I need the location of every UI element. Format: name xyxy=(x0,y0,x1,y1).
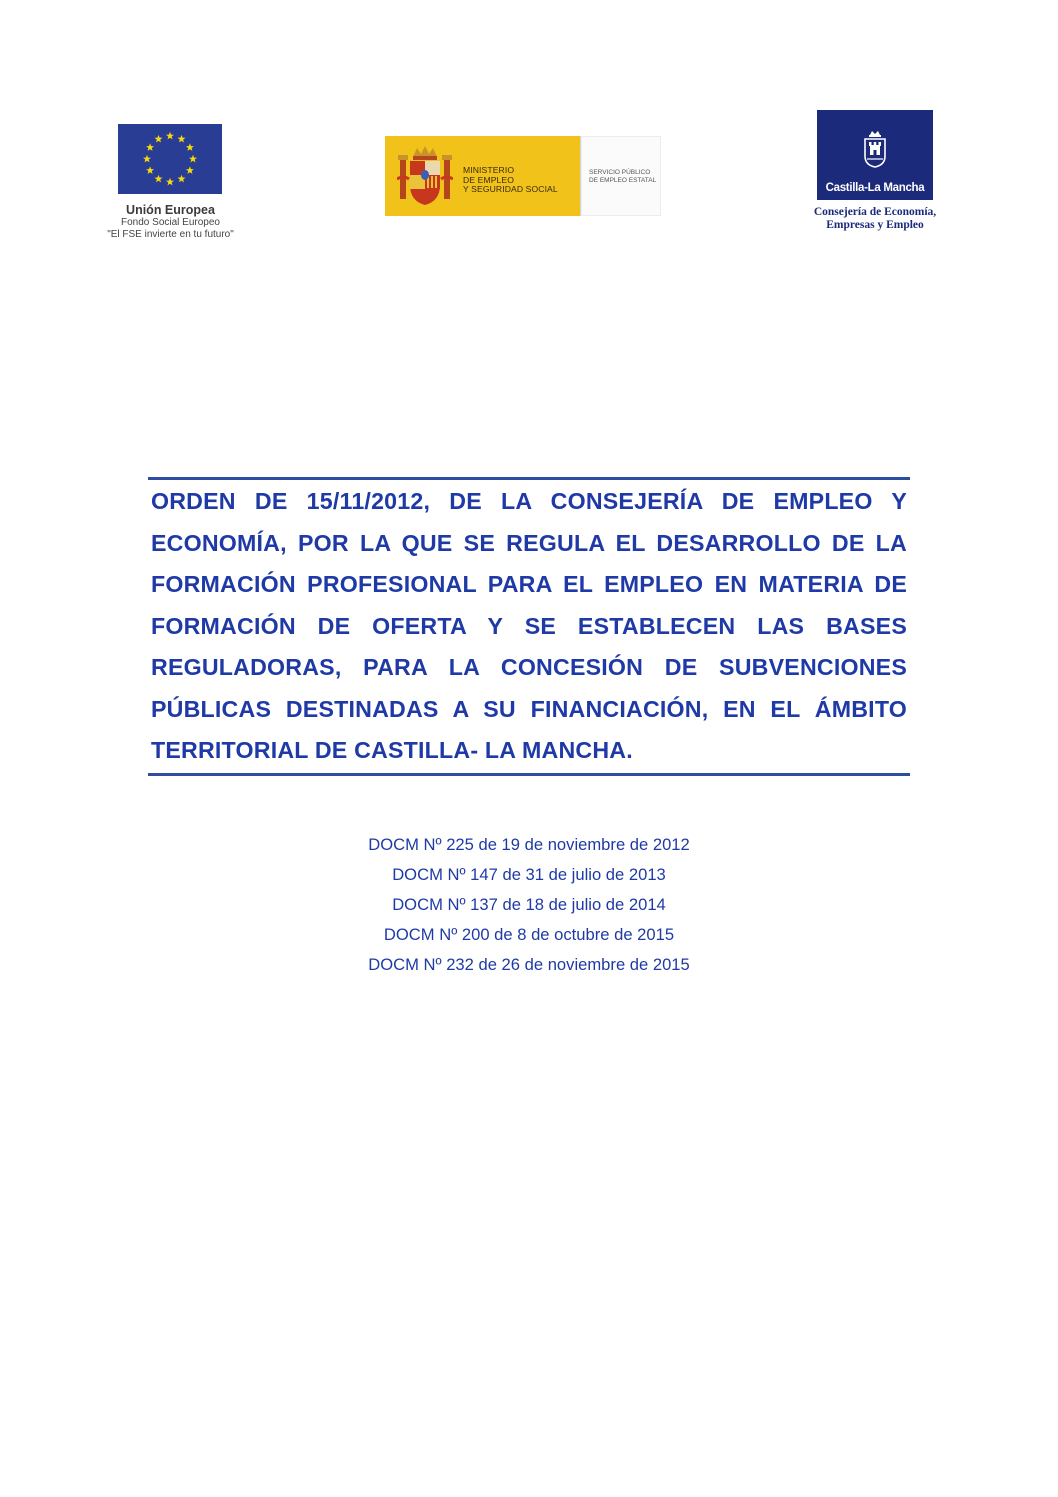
clm-emblem-box xyxy=(817,110,933,200)
eu-star-icon xyxy=(189,155,197,163)
eu-name: Unión Europea xyxy=(126,203,215,217)
employment-service-name xyxy=(589,169,656,184)
reference-line: DOCM Nº 225 de 19 de noviembre de 2012 xyxy=(368,835,690,854)
service-name-line1: SERVICIO PÚBLICO xyxy=(589,169,651,176)
eu-fund: Fondo Social Europeo xyxy=(121,217,220,228)
ministry-name-line1: MINISTERIO xyxy=(463,165,515,175)
document-title: ORDEN DE 15/11/2012, DE LA CONSEJERÍA DE EMPLEO Y ECONOMÍA, POR LA QUE SE REGULA EL DESARROLLO DE LA FORMACIÓN PROFESIONAL PARA EL EMPLEO EN MATERIA DE FORMACIÓN DE OFERTA Y SE ESTABLECEN LAS BASES REGULADORAS, PARA LA CONCESIÓN DE SUBVENCIONES PÚBLICAS DESTINADAS A SU FINANCIACIÓN, EN EL ÁMBITO TERRITORIAL DE CASTILLA- LA MANCHA. xyxy=(151,488,907,763)
reference-line: DOCM Nº 147 de 31 de julio de 2013 xyxy=(392,865,666,884)
region-department-line2: Empresas y Empleo xyxy=(826,219,924,231)
eu-star-icon xyxy=(166,132,174,140)
eu-star-icon xyxy=(186,143,194,151)
ministry-name-line2: DE EMPLEO xyxy=(463,174,515,185)
eu-star-icon xyxy=(178,135,186,143)
title-rule-top xyxy=(148,477,910,480)
ministry-name xyxy=(463,166,558,195)
eu-flag-icon xyxy=(118,124,222,194)
eu-star-icon xyxy=(155,175,163,183)
castle-crest-icon xyxy=(864,130,886,168)
region-department-line1: Consejería de Economía, xyxy=(813,206,937,218)
eu-slogan: "El FSE invierte en tu futuro" xyxy=(107,229,234,240)
ministry-logo xyxy=(385,136,661,216)
region-name: Castilla-La Mancha xyxy=(825,182,925,194)
eu-star-icon xyxy=(178,175,186,183)
eu-star-icon xyxy=(146,166,154,174)
service-name-line2: DE EMPLEO ESTATAL xyxy=(589,176,657,184)
ministry-name-line3: Y SEGURIDAD SOCIAL xyxy=(463,184,558,195)
ministry-brand-panel xyxy=(385,136,580,216)
title-rule-bottom xyxy=(148,773,910,776)
eu-logo xyxy=(88,124,253,241)
eu-star-icon xyxy=(166,178,174,186)
region-department xyxy=(806,206,944,232)
reference-line: DOCM Nº 232 de 26 de noviembre de 2015 xyxy=(368,955,690,974)
publication-references xyxy=(0,830,1058,980)
reference-line: DOCM Nº 200 de 8 de octubre de 2015 xyxy=(383,925,675,944)
eu-star-icon xyxy=(186,166,194,174)
reference-line: DOCM Nº 137 de 18 de julio de 2014 xyxy=(392,895,666,914)
employment-service-panel xyxy=(580,136,661,216)
castilla-la-mancha-logo xyxy=(806,110,944,232)
eu-star-icon xyxy=(146,143,154,151)
eu-star-icon xyxy=(143,155,151,163)
spain-coat-of-arms-icon xyxy=(397,145,453,209)
eu-star-icon xyxy=(155,135,163,143)
